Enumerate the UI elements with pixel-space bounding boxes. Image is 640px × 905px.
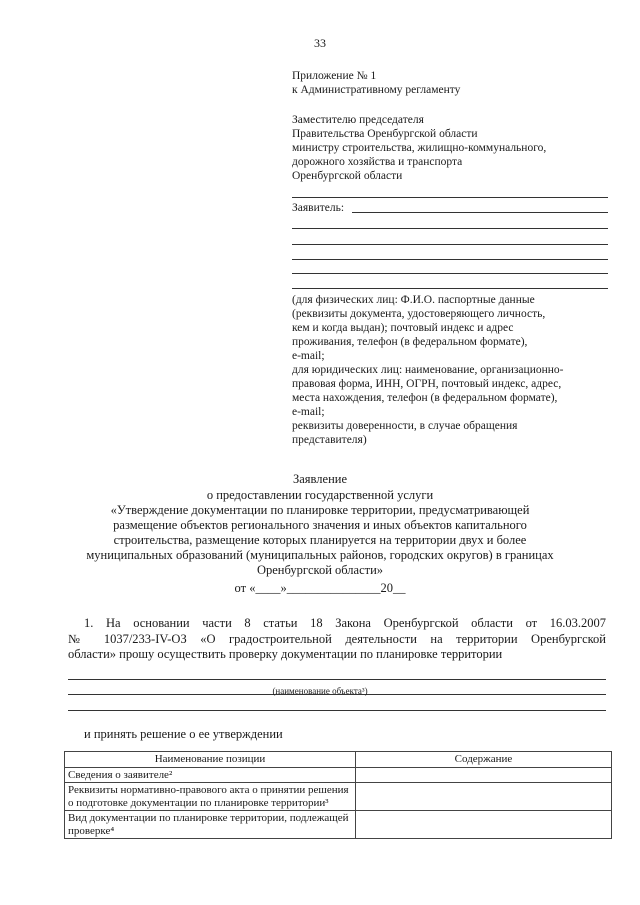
row-name: Вид документации по планировке территории, подлежащей проверке⁴	[65, 811, 356, 839]
decision-text: и принять решение о ее утверждении	[84, 727, 283, 741]
row-value[interactable]	[356, 783, 612, 811]
paragraph-line: 1. На основании части 8 статьи 18 Закона Оренбургской области от 16.03.2007	[84, 616, 606, 630]
applicant-field-line	[292, 228, 608, 229]
table-row	[65, 811, 612, 839]
applicant-note-line: правовая форма, ИНН, ОГРН, почтовый индекс, адрес,	[292, 378, 562, 390]
annex-title: Приложение № 1	[292, 70, 377, 82]
applicant-note-line: реквизиты доверенности, в случае обращения	[292, 420, 518, 432]
row-value[interactable]	[356, 767, 612, 783]
title-line: «Утверждение документации по планировке территории, предусматривающей	[110, 503, 530, 517]
applicant-field-line	[292, 259, 608, 260]
page-number: 33	[314, 36, 326, 50]
object-line	[68, 710, 606, 711]
applicant-note-line: представителя)	[292, 434, 367, 446]
applicant-note-line: e-mail;	[292, 350, 325, 362]
applicant-note-line: (реквизиты документа, удостоверяющего личность,	[292, 308, 546, 320]
applicant-field-line	[292, 273, 608, 274]
applicant-note-line: e-mail;	[292, 406, 325, 418]
title-line: размещение объектов регионального значения и иных объектов капитального	[113, 518, 527, 532]
addressee-line: дорожного хозяйства и транспорта	[292, 156, 463, 168]
blank-line	[292, 197, 608, 198]
request-paragraph	[68, 616, 606, 663]
table-header-row	[65, 752, 612, 768]
applicant-note-line: кем и когда выдан); почтовый индекс и адрес	[292, 322, 514, 334]
object-caption: (наименование объекта³)	[272, 686, 368, 696]
applicant-field-line	[292, 288, 608, 289]
object-line	[68, 679, 606, 680]
document-heading: Заявление	[292, 472, 347, 486]
applicant-note-line: проживания, телефон (в федеральном формате),	[292, 336, 528, 348]
table-row	[65, 783, 612, 811]
table-row	[65, 767, 612, 783]
annex-subtitle: к Административному регламенту	[292, 84, 461, 96]
applicant-note-line: для юридических лиц: наименование, организационно-	[292, 364, 564, 376]
row-value[interactable]	[356, 811, 612, 839]
addressee-line: Заместителю председателя	[292, 114, 424, 126]
paragraph-line: № 1037/233-IV-ОЗ «О градостроительной деятельности на территории Оренбургской	[68, 631, 606, 646]
addressee-line: министру строительства, жилищно-коммунального,	[292, 142, 547, 154]
applicant-label: Заявитель:	[292, 202, 345, 214]
column-header-position: Наименование позиции	[65, 752, 356, 768]
date-line: от «____»_______________20__	[234, 581, 406, 595]
paragraph-line: области» прошу осуществить проверку документации по планировке территории	[68, 647, 503, 661]
applicant-note-line: места нахождения, телефон (в федеральном формате),	[292, 392, 558, 404]
application-table	[64, 751, 612, 839]
applicant-note-line: (для физических лиц: Ф.И.О. паспортные данные	[292, 294, 535, 306]
row-name: Сведения о заявителе²	[65, 767, 356, 783]
title-line: Оренбургской области»	[256, 563, 384, 577]
title-line: муниципальных образований (муниципальных районов, городских округов) в границах	[86, 548, 554, 562]
title-line: о предоставлении государственной услуги	[206, 488, 434, 502]
row-name: Реквизиты нормативно-правового акта о принятии решения о подготовке документации по планировке территории³	[65, 783, 356, 811]
applicant-field-line	[292, 244, 608, 245]
addressee-line: Оренбургской области	[292, 170, 403, 182]
addressee-line: Правительства Оренбургской области	[292, 128, 478, 140]
title-line: строительства, размещение которых планируется на территории двух и более	[113, 533, 527, 547]
column-header-content: Содержание	[356, 752, 612, 768]
applicant-field-line	[352, 212, 608, 213]
